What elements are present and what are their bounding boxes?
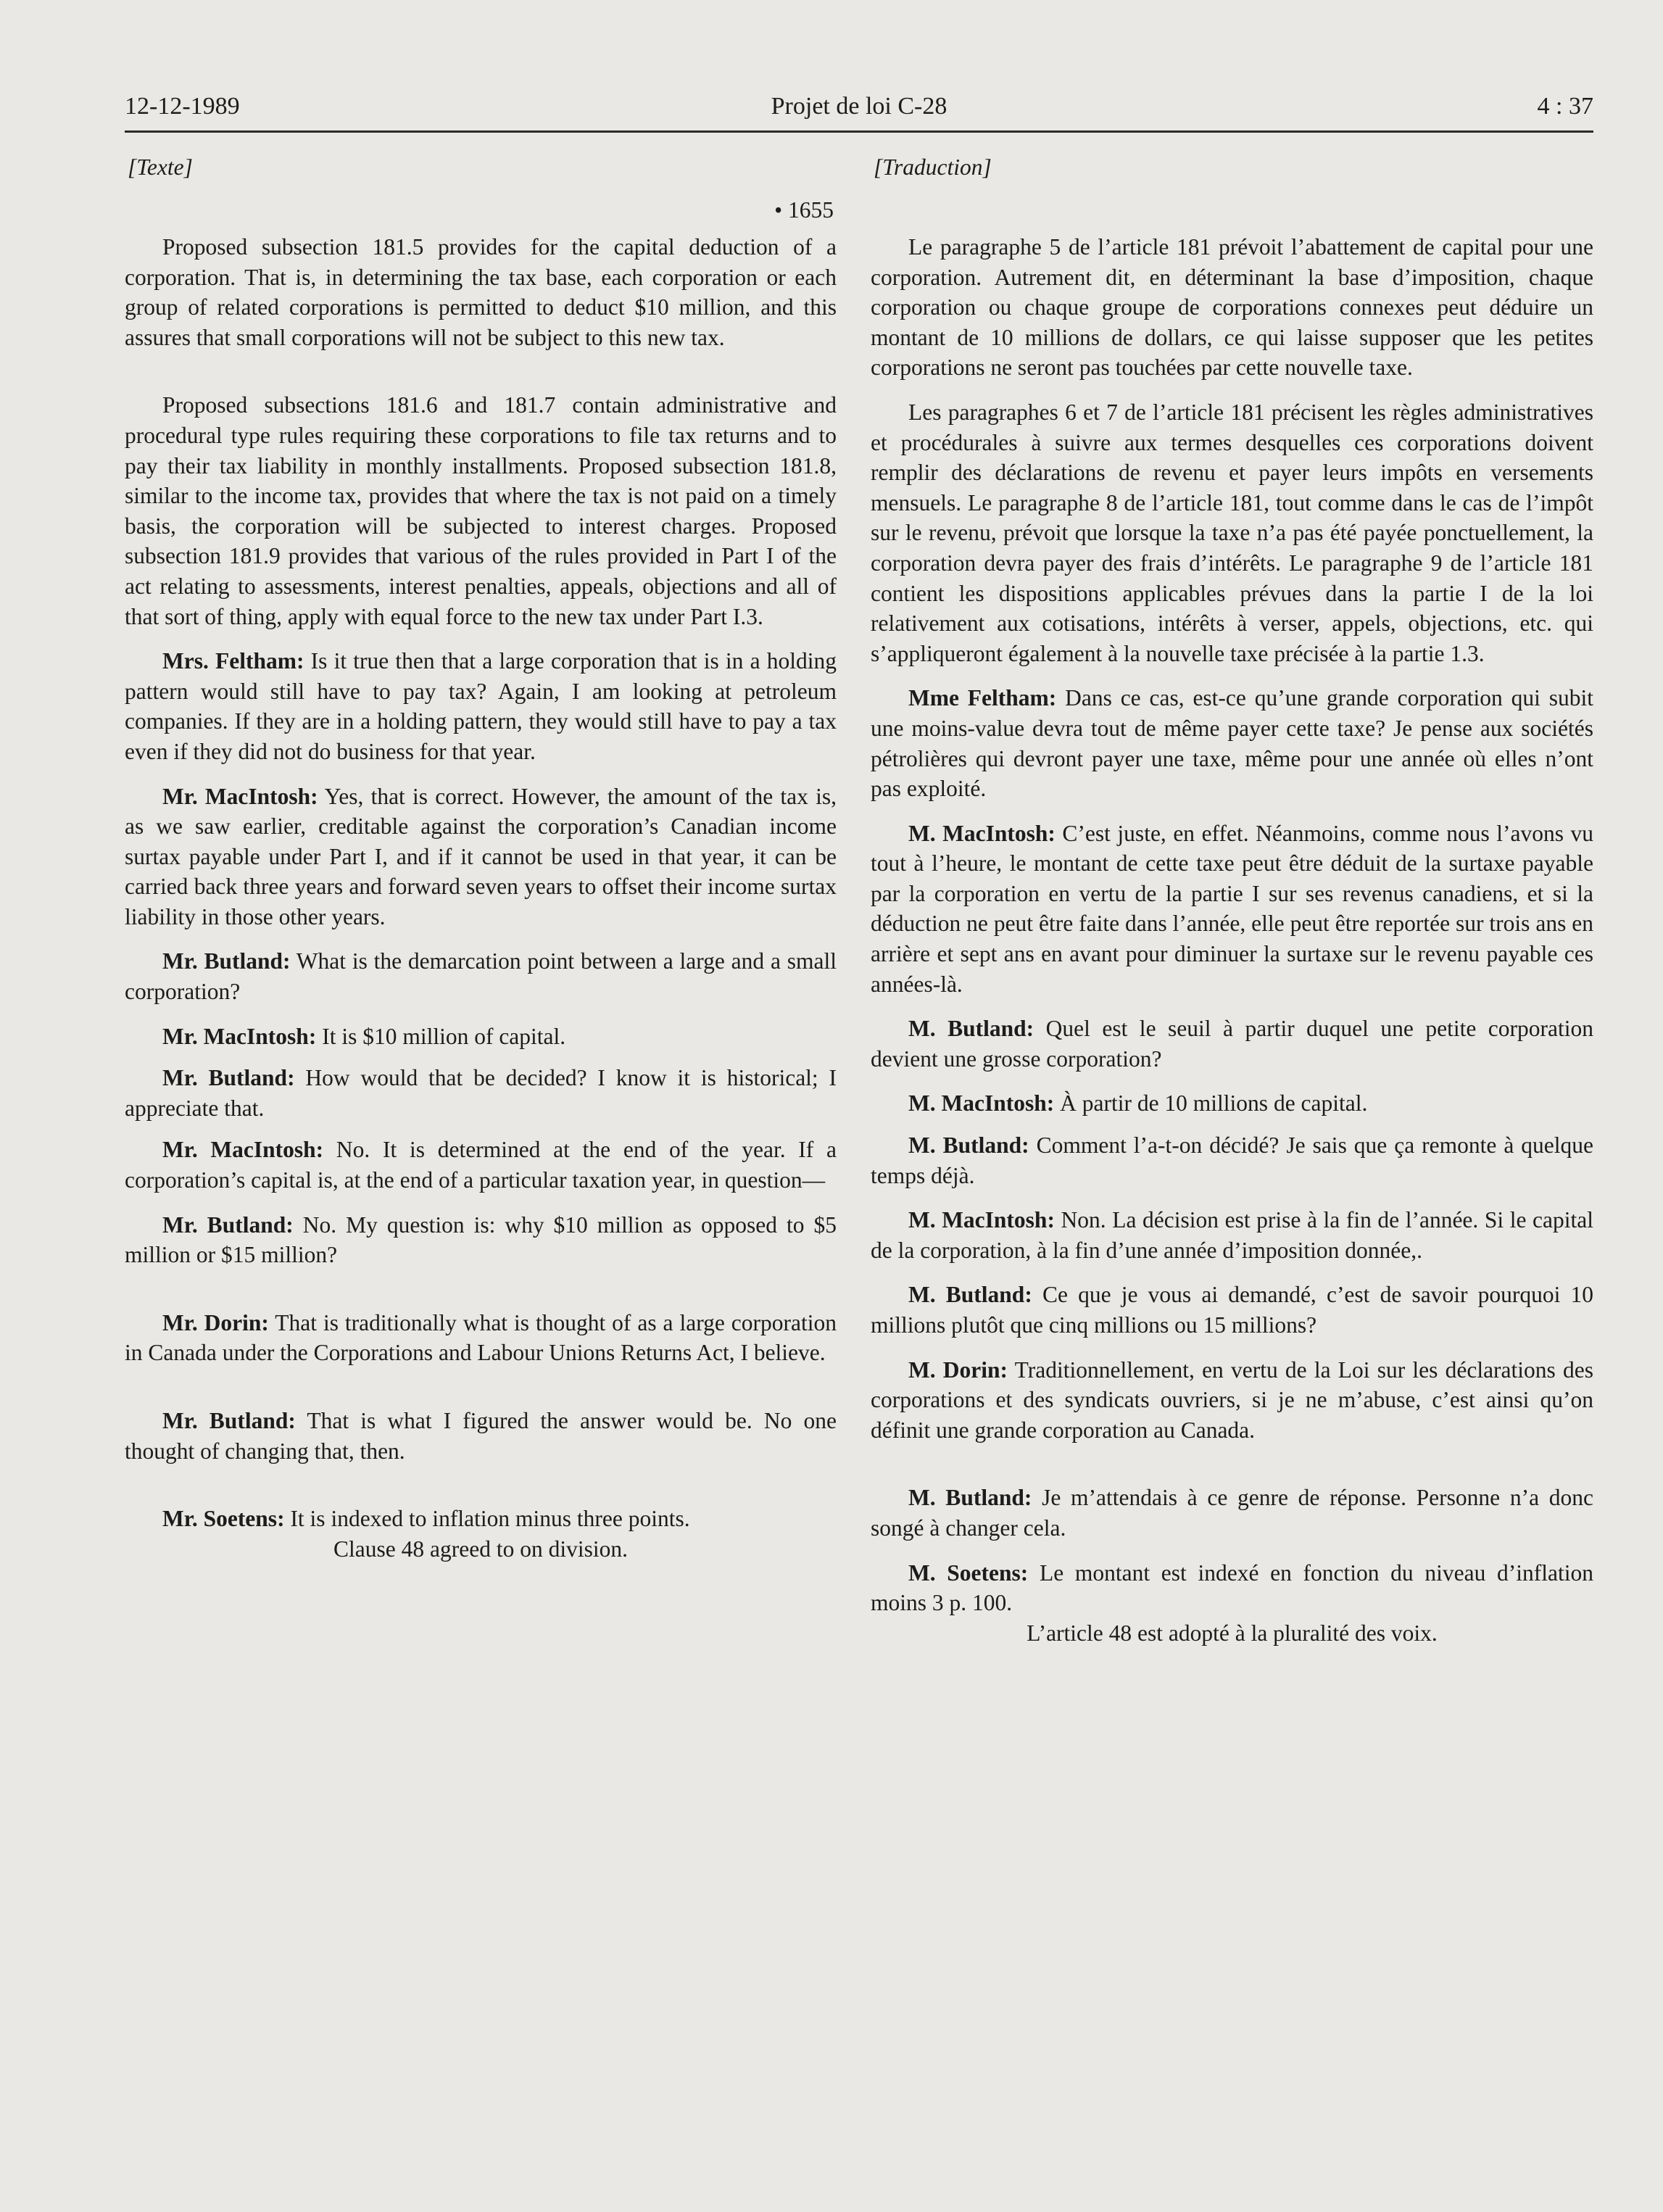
- paragraph: [871, 1014, 1593, 1074]
- speaker-name: M. Soetens:: [908, 1559, 1029, 1586]
- speaker-name: M. Dorin:: [908, 1356, 1008, 1383]
- paragraph-text: Yes, that is correct. However, the amount of the tax is, as we saw earlier, creditable against the corporation’s Canadian income surtax payable under Part I, and if it cannot be used in that year, it can be carried back three years and forward seven years to offset their income surtax liability in those other years.: [125, 783, 837, 929]
- paragraph-text: Proposed subsection 181.5 provides for the capital deduction of a corporation. That is, in determining the tax base, each corporation or each group of related corporations is permitted to deduct $10 million, and this assures that small corporations will not be subject to this new tax.: [125, 234, 837, 350]
- speaker-name: Mrs. Feltham:: [162, 648, 304, 674]
- paragraph: [125, 1135, 837, 1195]
- speaker-name: Mr. MacIntosh:: [162, 1137, 324, 1163]
- speaker-name: Mr. Butland:: [162, 1211, 294, 1238]
- paragraph: [871, 1205, 1593, 1265]
- paragraph-text: À partir de 10 millions de capital.: [1054, 1090, 1368, 1117]
- paragraph-text: Traditionnellement, en vertu de la Loi sur les déclarations des corporations et des syndicats ouvriers, si je ne m’abuse, c’est ainsi qu’on définit une grande corporation au Canada.: [871, 1356, 1593, 1443]
- paragraph: [125, 390, 837, 631]
- speaker-name: Mr. Dorin:: [162, 1309, 269, 1335]
- speaker-name: Mr. Soetens:: [162, 1506, 285, 1532]
- paragraph-text: It is $10 million of capital.: [316, 1023, 566, 1049]
- paragraph: [125, 1063, 837, 1123]
- speaker-name: Mr. MacIntosh:: [162, 783, 318, 809]
- paragraph: [871, 1280, 1593, 1340]
- paragraph-text: It is indexed to inflation minus three points.: [284, 1506, 690, 1532]
- header-date: 12-12-1989: [125, 93, 240, 120]
- paragraph-text: Comment l’a-t-on décidé? Je sais que ça remonte à quelque temps déjà.: [871, 1132, 1593, 1188]
- speaker-name: M. Butland:: [908, 1132, 1029, 1159]
- header-title: Projet de loi C-28: [771, 93, 947, 120]
- paragraph: [125, 946, 837, 1006]
- paragraph: [871, 397, 1593, 668]
- speaker-name: Mr. Butland:: [162, 1408, 296, 1433]
- paragraph-text: What is the demarcation point between a large and a small corporation?: [125, 948, 837, 1005]
- speaker-name: M. MacIntosh:: [908, 1090, 1055, 1117]
- paragraph-text: That is what I figured the answer would be. No one thought of changing that, then.: [125, 1408, 837, 1464]
- paragraph-text: Je m’attendais à ce genre de réponse. Personne n’a donc songé à changer cela.: [871, 1485, 1593, 1541]
- paragraph-text: Quel est le seuil à partir duquel une petite corporation devient une grosse corporation?: [871, 1016, 1593, 1072]
- speaker-name: M. Butland:: [908, 1282, 1032, 1308]
- french-column: [871, 152, 1593, 1648]
- paragraph-text: Les paragraphes 6 et 7 de l’article 181 précisent les règles administratives et procédurales à suivre aux termes desquelles ces corporations doivent remplir des déclarations de revenu et payer leurs impôts en versements mensuels. Le paragraphe 8 de l’article 181, tout comme dans le cas de l’impôt sur le revenu, prévoit que lorsque la taxe n’a pas été payée ponctuellement, la corporation devra payer des frais d’intérêts. Le paragraphe 9 de l’article 181 contient les dispositions applicables prévues dans la partie I de la loi relativement aux cotisations, intérêts à verser, appels, objections, etc. qui s’appliqueront également à la nouvelle taxe précisée à la partie 1.3.: [871, 399, 1593, 666]
- page-header: [125, 86, 1593, 133]
- english-column: [125, 152, 837, 1564]
- speaker-name: M. MacIntosh:: [908, 820, 1056, 846]
- column-label-traduction: [Traduction]: [874, 154, 992, 180]
- speaker-name: Mr. Butland:: [162, 1065, 295, 1091]
- paragraph: [125, 1308, 837, 1368]
- paragraph: [125, 1406, 837, 1466]
- paragraph: [125, 1210, 837, 1270]
- paragraph: [125, 782, 837, 932]
- paragraph: [871, 1355, 1593, 1446]
- column-label-texte: [Texte]: [128, 154, 193, 180]
- paragraph: [871, 819, 1593, 1000]
- paragraph-text: No. My question is: why $10 million as opposed to $5 million or $15 million?: [125, 1211, 837, 1268]
- paragraph-text: Le montant est indexé en fonction du niveau d’inflation moins 3 p. 100.: [871, 1559, 1593, 1616]
- speaker-name: Mme Feltham:: [908, 685, 1057, 711]
- paragraph-text: No. It is determined at the end of the year. If a corporation’s capital is, at the end of a particular taxation year, in question—: [125, 1137, 837, 1193]
- time-stamp: • 1655: [774, 197, 834, 223]
- header-page-number: 4 : 37: [1537, 93, 1593, 120]
- paragraph-text: Dans ce cas, est-ce qu’une grande corporation qui subit une moins-value devra tout de même payer cette taxe? Je pense aux sociétés pétrolières qui devront payer une taxe, même pour une année où elles n’ont pas exploité.: [871, 685, 1593, 802]
- paragraph-text: Ce que je vous ai demandé, c’est de savoir pourquoi 10 millions plutôt que cinq millions ou 15 millions?: [871, 1282, 1594, 1338]
- speaker-name: Mr. Butland:: [162, 948, 291, 974]
- paragraph-text: Is it true then that a large corporation that is in a holding pattern would still have to pay tax? Again, I am looking at petroleum companies. If they are in a holding pattern, they would still have to pay a tax even if they did not do business for that year.: [125, 648, 837, 764]
- paragraph: [871, 1130, 1593, 1190]
- paragraph: [871, 1088, 1593, 1119]
- speaker-name: M. Butland:: [908, 1485, 1032, 1511]
- clause-result: Clause 48 agreed to on division.: [333, 1536, 628, 1562]
- speaker-name: Mr. MacIntosh:: [162, 1023, 317, 1049]
- paragraph-text: Non. La décision est prise à la fin de l’année. Si le capital de la corporation, à la fin d’une année d’imposition donnée,.: [871, 1207, 1593, 1263]
- paragraph: [871, 232, 1593, 383]
- speaker-name: M. MacIntosh:: [908, 1207, 1055, 1233]
- paragraph: [125, 646, 837, 766]
- column-spacer: [871, 189, 1593, 232]
- paragraph: [871, 683, 1593, 803]
- paragraph: [125, 1504, 837, 1534]
- clause-result: L’article 48 est adopté à la pluralité des voix.: [1027, 1620, 1438, 1646]
- paragraph: [125, 232, 837, 352]
- paragraph-text: That is traditionally what is thought of as a large corporation in Canada under the Corporations and Labour Unions Returns Act, I believe.: [125, 1309, 837, 1366]
- paragraph: [125, 1022, 837, 1052]
- paragraph: [871, 1483, 1593, 1543]
- paragraph-text: How would that be decided? I know it is historical; I appreciate that.: [125, 1065, 837, 1121]
- paragraph: [871, 1558, 1593, 1618]
- paragraph-text: C’est juste, en effet. Néanmoins, comme nous l’avons vu tout à l’heure, le montant de cette taxe peut être déduit de la surtaxe payable par la corporation en vertu de la partie I sur ses revenus canadiens, et si la déduction ne peut être faite dans l’année, elle peut être reportée sur trois ans en arrière et sept ans en avant pour diminuer la surtaxe sur le revenu payable ces années-là.: [871, 820, 1593, 997]
- paragraph-text: Le paragraphe 5 de l’article 181 prévoit l’abattement de capital pour une corporation. Autrement dit, en déterminant la base d’imposition, chaque corporation ou chaque groupe de corporations connexes peut déduire un montant de 10 millions de dollars, ce qui laisse supposer que les petites corporations ne seront pas touchées par cette nouvelle taxe.: [871, 234, 1593, 381]
- speaker-name: M. Butland:: [908, 1016, 1034, 1042]
- paragraph-text: Proposed subsections 181.6 and 181.7 contain administrative and procedural type rules requiring these corporations to file tax returns and to pay their tax liability in monthly installments. Proposed subsection 181.8, similar to the income tax, provides that where the tax is not paid on a timely basis, the corporation will be subjected to interest charges. Proposed subsection 181.9 provides that various of the rules provided in Part I of the act relating to assessments, interest penalties, appeals, objections and all of that sort of thing, apply with equal force to the new tax under Part I.3.: [125, 392, 837, 629]
